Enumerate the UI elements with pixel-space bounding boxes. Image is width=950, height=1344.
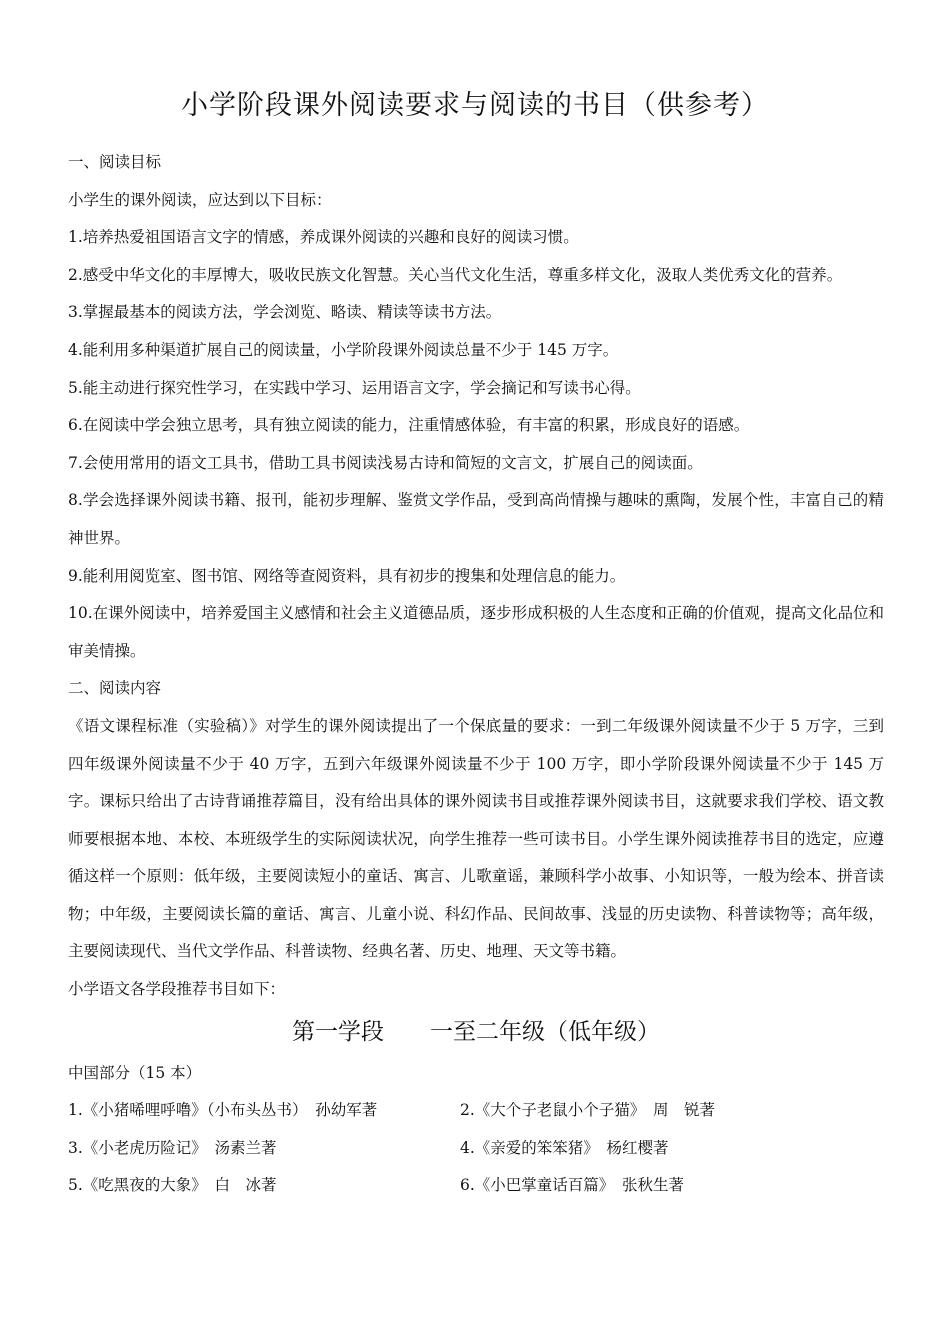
chinese-section-label: 中国部分（15 本） (68, 1063, 202, 1082)
goal-item: 8.学会选择课外阅读书籍、报刊，能初步理解、鉴赏文学作品，受到高尚情操与趣味的熏陶，发展个性，丰富自己的精神世界。 (68, 491, 884, 547)
section-heading-reading-content: 二、阅读内容 (68, 679, 162, 698)
book-row (68, 1092, 884, 1130)
goal-item: 3.掌握最基本的阅读方法，学会浏览、略读、精读等读书方法。 (68, 303, 502, 322)
goal-item: 1.培养热爱祖国语言文字的情感，养成课外阅读的兴趣和良好的阅读习惯。 (68, 228, 579, 247)
section-heading-reading-goals: 一、阅读目标 (68, 153, 162, 171)
goals-intro: 小学生的课外阅读，应达到以下目标： (68, 190, 332, 209)
book-row (68, 1130, 884, 1168)
goal-item: 5.能主动进行探究性学习，在实践中学习、运用语言文字，学会摘记和写读书心得。 (68, 378, 641, 397)
booklist-intro: 小学语文各学段推荐书目如下： (68, 980, 286, 999)
goal-item: 2.感受中华文化的丰厚博大，吸收民族文化智慧。关心当代文化生活，尊重多样文化，汲取人类优秀文化的营养。 (68, 265, 843, 284)
goal-item: 6.在阅读中学会独立思考，具有独立阅读的能力，注重情感体验，有丰富的积累，形成良好的语感。 (68, 416, 750, 435)
book-entry: 3.《小老虎历险记》 汤素兰著 (68, 1138, 277, 1157)
document-body (68, 144, 884, 1205)
goal-item: 9.能利用阅览室、图书馆、网络等查阅资料，具有初步的搜集和处理信息的能力。 (68, 566, 626, 585)
book-row (68, 1167, 884, 1205)
book-entry: 4.《亲爱的笨笨猪》 杨红樱著 (460, 1138, 669, 1157)
stage-title: 第一学段 一至二年级（低年级） (292, 1018, 660, 1045)
document-title: 小学阶段课外阅读要求与阅读的书目（供参考） (181, 90, 769, 121)
goal-item: 10.在课外阅读中，培养爱国主义感情和社会主义道德品质，逐步形成积极的人生态度和正确的价值观，提高文化品位和审美情操。 (68, 604, 884, 660)
book-entry: 5.《吃黑夜的大象》 白 冰著 (68, 1176, 277, 1195)
book-entry: 1.《小猪唏哩呼噜》（小布头丛书） 孙幼军著 (68, 1101, 378, 1120)
goal-item: 4.能利用多种渠道扩展自己的阅读量，小学阶段课外阅读总量不少于 145 万字。 (68, 340, 619, 359)
reading-content-paragraph: 《语文课程标准（实验稿）》对学生的课外阅读提出了一个保底量的要求：一到二年级课外阅读量不少于 5 万字，三到四年级课外阅读量不少于 40 万字，五到六年级课外阅读量不少于 100 万字，即小学阶段课外阅读量不少于 145 万字。课标只给出了古诗背诵推荐篇目，没有给出具体的课外阅读书目或推荐课外阅读书目，这就要求我们学校、语文教师要根据本地、本校、本班级学生的实际阅读状况，向学生推荐一些可读书目。小学生课外阅读推荐书目的选定，应遵循这样一个原则：低年级，主要阅读短小的童话、寓言、儿歌童谣，兼顾科学小故事、小知识等，一般为绘本、拼音读物；中年级，主要阅读长篇的童话、寓言、儿童小说、科幻作品、民间故事、浅显的历史读物、科普读物等；高年级，主要阅读现代、当代文学作品、科普读物、经典名著、历史、地理、天文等书籍。 (68, 716, 884, 961)
goal-item: 7.会使用常用的语文工具书，借助工具书阅读浅易古诗和简短的文言文，扩展自己的阅读面。 (68, 453, 703, 472)
book-entry: 6.《小巴掌童话百篇》 张秋生著 (460, 1176, 685, 1195)
book-entry: 2.《大个子老鼠小个子猫》 周 锐著 (460, 1101, 716, 1120)
